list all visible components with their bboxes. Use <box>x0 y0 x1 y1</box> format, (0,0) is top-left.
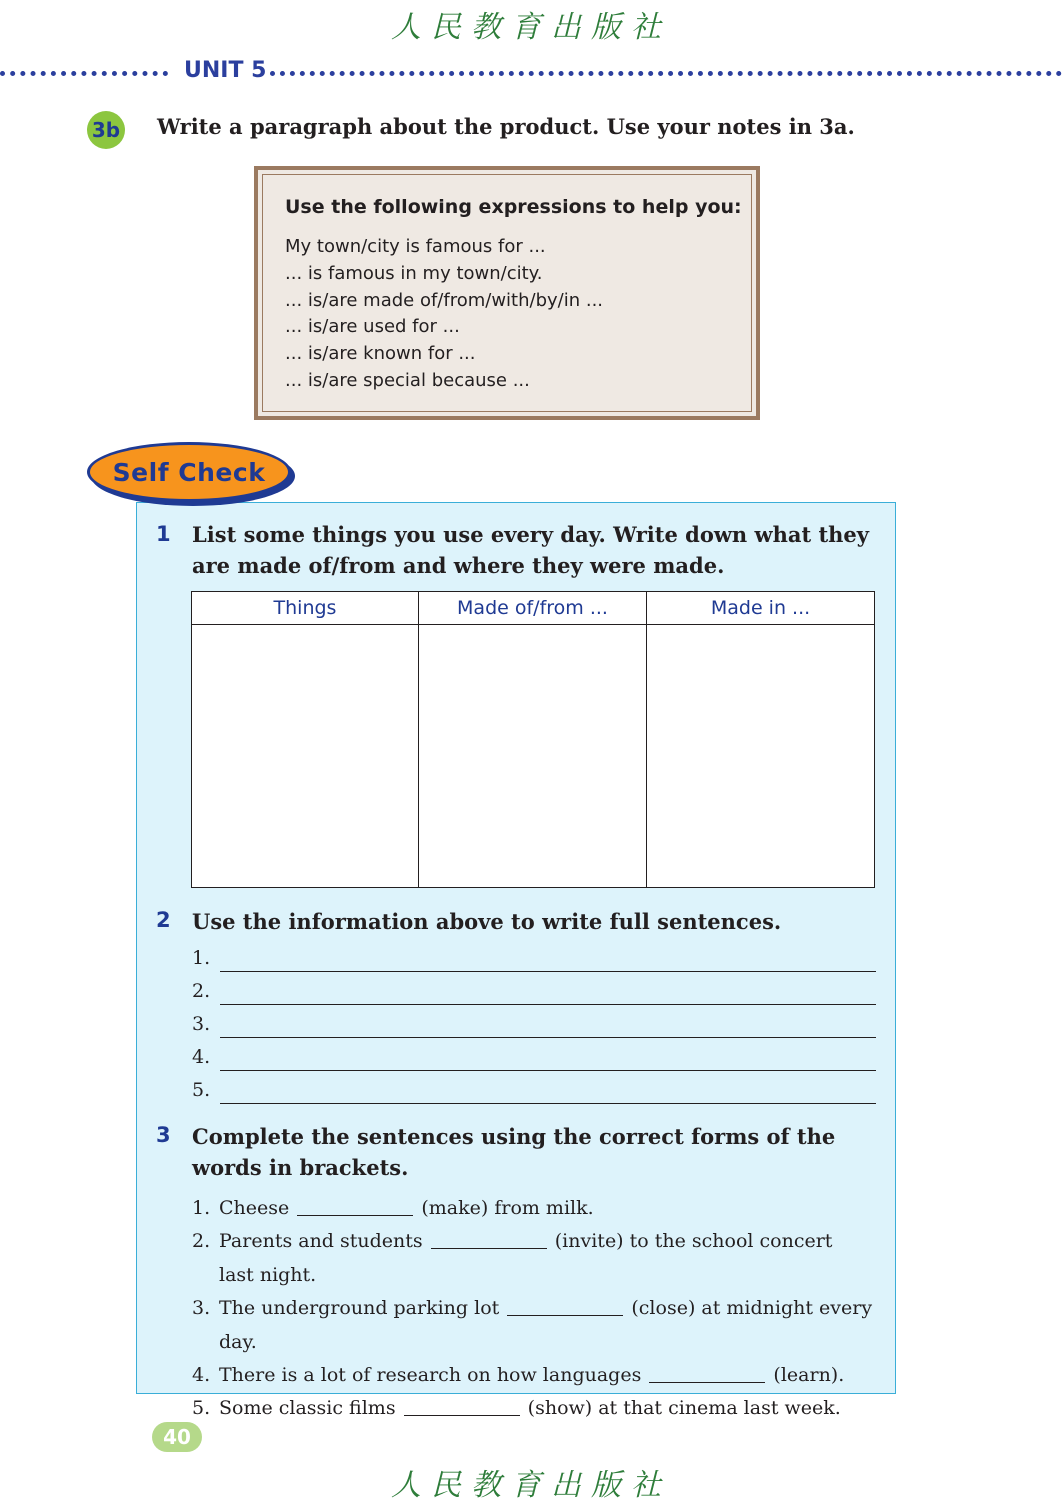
exercise-text-after: (make) from milk. <box>421 1197 594 1219</box>
answer-line-rule <box>220 1004 876 1005</box>
exercise-item <box>192 1292 882 1359</box>
answer-line[interactable] <box>192 1046 876 1076</box>
exercise-text-before: The underground parking lot <box>219 1297 500 1320</box>
exercise-text-after: (close) at midnight every day. <box>219 1297 873 1353</box>
exercise-text-after: (learn). <box>773 1364 845 1387</box>
expressions-box <box>254 166 760 420</box>
exercise-text-before: Parents and students <box>219 1230 423 1253</box>
answer-line[interactable] <box>192 1013 876 1043</box>
question-3-text: Complete the sentences using the correct forms of the words in brackets. <box>192 1124 836 1180</box>
fill-in-blank[interactable] <box>431 1247 547 1249</box>
self-check-title: Self Check <box>112 457 266 487</box>
table-header-made-of: Made of/from ... <box>419 592 646 625</box>
expression-item: ... is/are special because ... <box>285 369 530 391</box>
answer-line-number: 4. <box>192 1046 211 1068</box>
exercise-text-before: There is a lot of research on how languages <box>219 1364 642 1387</box>
table-column-things[interactable] <box>192 592 419 887</box>
unit-header <box>0 58 1062 88</box>
table-column-made-in[interactable] <box>647 592 874 887</box>
exercise-item <box>192 1192 882 1225</box>
fill-in-blank[interactable] <box>297 1214 413 1216</box>
question-2-number: 2 <box>156 908 171 932</box>
table-column-made-of[interactable] <box>419 592 647 887</box>
things-table <box>191 591 875 888</box>
self-check-heading-badge <box>87 442 291 502</box>
expression-item: ... is famous in my town/city. <box>285 262 543 284</box>
answer-line[interactable] <box>192 980 876 1010</box>
answer-line-number: 3. <box>192 1013 211 1035</box>
exercise-item <box>192 1392 882 1425</box>
dotted-divider-left <box>0 71 168 76</box>
question-1-number: 1 <box>156 522 171 546</box>
answer-line-number: 5. <box>192 1079 211 1101</box>
answer-line[interactable] <box>192 1079 876 1109</box>
fill-in-blank[interactable] <box>404 1414 520 1416</box>
expressions-box-title: Use the following expressions to help you: <box>285 196 742 218</box>
exercise-item <box>192 1359 882 1392</box>
exercise-number: 2. <box>192 1230 211 1253</box>
exercise-number: 5. <box>192 1397 211 1420</box>
answer-line-rule <box>220 1037 876 1038</box>
answer-line-number: 2. <box>192 980 211 1002</box>
answer-line-rule <box>220 1103 876 1104</box>
exercise-number: 4. <box>192 1364 211 1387</box>
expression-item: ... is/are used for ... <box>285 316 460 338</box>
answer-line[interactable] <box>192 947 876 977</box>
publisher-mark-bottom: 人民教育出版社 <box>391 1468 671 1503</box>
answer-line-rule <box>220 1070 876 1071</box>
exercise-text-after: (show) at that cinema last week. <box>527 1397 841 1420</box>
activity-3b-instruction: Write a paragraph about the product. Use your notes in 3a. <box>157 114 855 139</box>
question-2-text: Use the information above to write full sentences. <box>192 909 782 934</box>
unit-label: UNIT 5 <box>184 58 267 83</box>
question-1-text: List some things you use every day. Write down what they are made of/from and where they were made. <box>192 522 869 578</box>
answer-line-number: 1. <box>192 947 211 969</box>
exercise-text-before: Cheese <box>219 1197 290 1219</box>
table-header-made-in: Made in ... <box>647 592 874 625</box>
exercise-list <box>192 1192 882 1426</box>
table-header-things: Things <box>192 592 418 625</box>
expressions-list <box>285 234 603 395</box>
expression-item: My town/city is famous for ... <box>285 236 546 257</box>
dotted-divider-right <box>270 71 1062 76</box>
exercise-item <box>192 1225 859 1292</box>
expression-item: ... is/are known for ... <box>285 343 476 365</box>
question-3-number: 3 <box>156 1123 171 1147</box>
fill-in-blank[interactable] <box>649 1381 765 1383</box>
exercise-text-before: Some classic films <box>219 1397 396 1420</box>
exercise-number: 1. <box>192 1197 211 1219</box>
expression-item: ... is/are made of/from/with/by/in ... <box>285 289 604 311</box>
answer-line-rule <box>220 971 876 972</box>
page-number: 40 <box>152 1422 202 1452</box>
activity-badge-3b: 3b <box>87 111 125 149</box>
exercise-number: 3. <box>192 1297 211 1320</box>
exercise-text-after: (invite) to the school concert last night. <box>219 1230 833 1286</box>
publisher-mark-top: 人民教育出版社 <box>391 10 671 45</box>
fill-in-blank[interactable] <box>507 1314 623 1316</box>
